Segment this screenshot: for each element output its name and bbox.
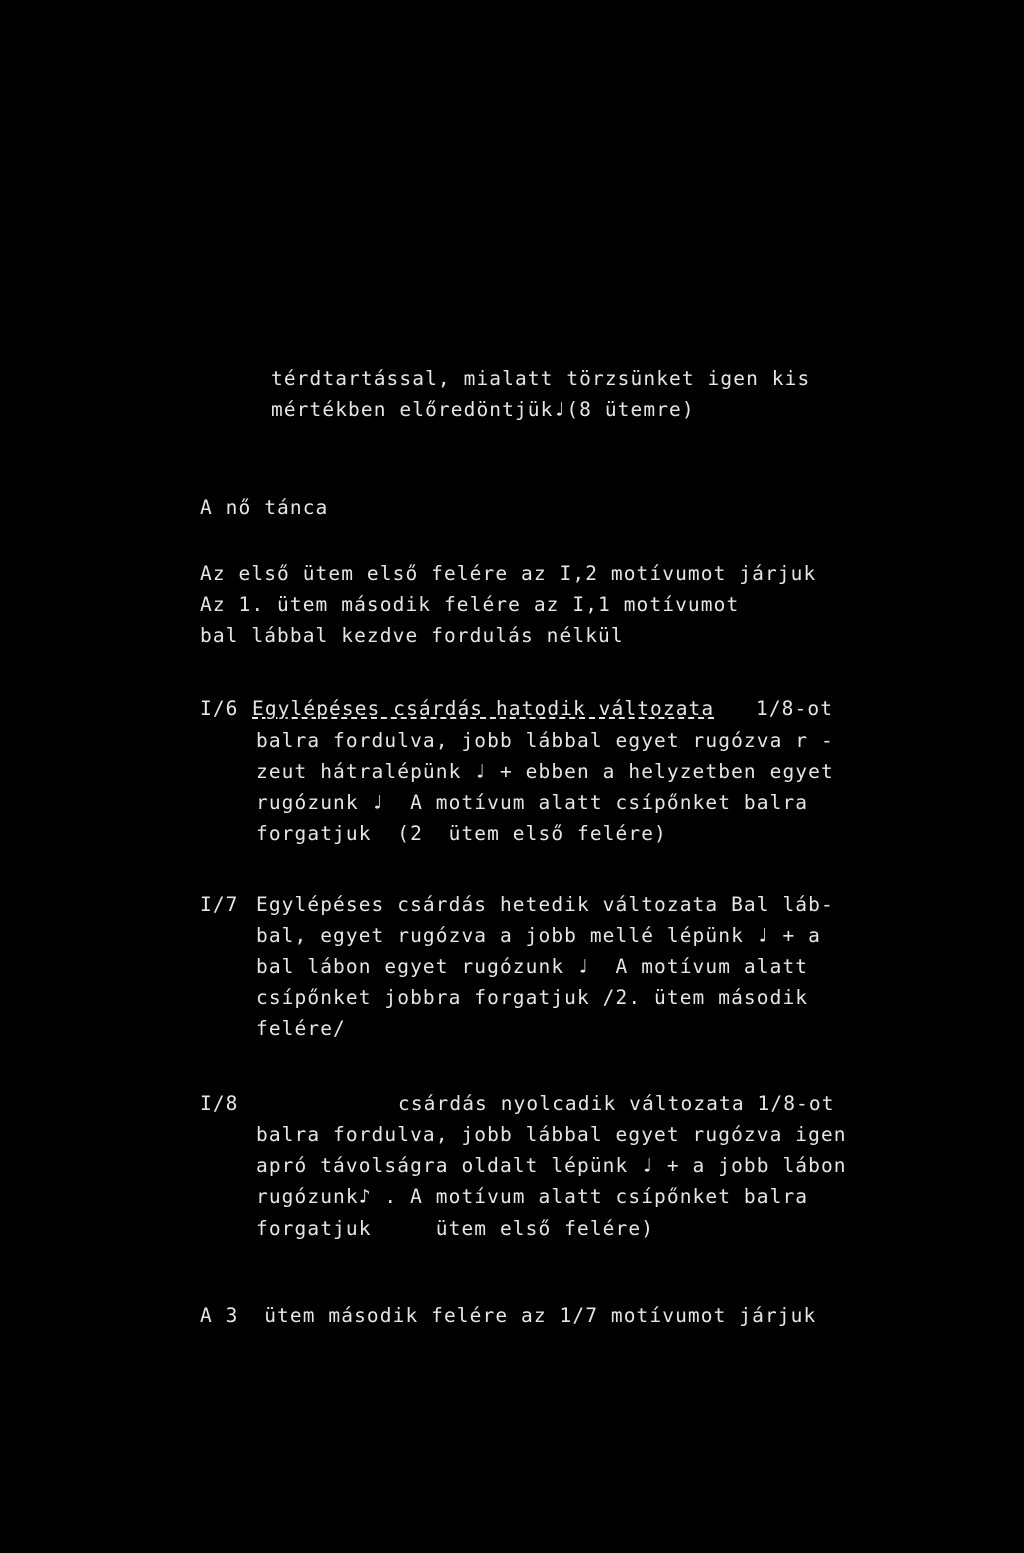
intro-line-1: térdtartással, mialatt törzsünket igen kis — [271, 367, 811, 390]
closing-line: A 3 ütem második felére az 1/7 motívumot járjuk — [200, 1304, 817, 1327]
i6-line-4: rugózunk ♩ A motívum alatt csípőnket balra — [256, 791, 809, 814]
i8-line-1: csárdás nyolcadik változata 1/8-ot — [398, 1092, 835, 1115]
i6-line-1-rest: 1/8-ot — [756, 697, 834, 720]
i7-line-1: Egylépéses csárdás hetedik változata Bal láb- — [256, 893, 834, 916]
i8-line-5: forgatjuk ütem első felére) — [256, 1217, 655, 1240]
i7-line-4: csípőnket jobbra forgatjuk /2. ütem második — [256, 986, 809, 1009]
i7-line-2: bal, egyet rugózva a jobb mellé lépünk ♩ + a — [256, 924, 821, 947]
i7-line-5: felére/ — [256, 1017, 346, 1040]
i7-label: I/7 — [200, 893, 239, 916]
intro-line-2: mértékben előredöntjük♩(8 ütemre) — [271, 398, 695, 421]
i8-line-4: rugózunk♪ . A motívum alatt csípőnket balra — [256, 1185, 809, 1208]
para1-line-2: Az 1. ütem második felére az I,1 motívumot — [200, 593, 740, 616]
i6-line-2: balra fordulva, jobb lábbal egyet rugózva r - — [256, 729, 834, 752]
i6-label: I/6 — [200, 697, 239, 720]
i7-line-3: bal lábon egyet rugózunk ♩ A motívum alatt — [256, 955, 809, 978]
i8-line-3: apró távolságra oldalt lépünk ♩ + a jobb lábon — [256, 1154, 847, 1177]
i6-line-5: forgatjuk (2 ütem első felére) — [256, 822, 667, 845]
i8-label: I/8 — [200, 1092, 239, 1115]
para1-line-1: Az első ütem első felére az I,2 motívumot járjuk — [200, 562, 817, 585]
i6-line-3: zeut hátralépünk ♩ + ebben a helyzetben egyet — [256, 760, 834, 783]
section-title: A nő tánca — [200, 496, 329, 519]
para1-line-3: bal lábbal kezdve fordulás nélkül — [200, 624, 624, 647]
i6-title: Egylépéses csárdás hatodik változata — [252, 697, 715, 720]
i8-line-2: balra fordulva, jobb lábbal egyet rugózva igen — [256, 1123, 847, 1146]
